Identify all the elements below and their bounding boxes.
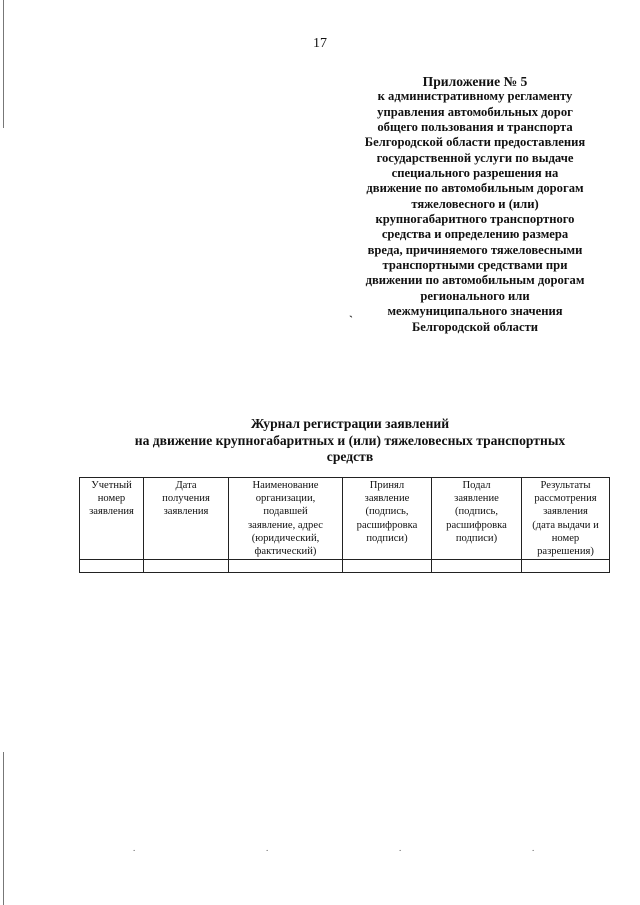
stray-dot: . bbox=[133, 843, 136, 853]
journal-title-line: Журнал регистрации заявлений bbox=[250, 416, 450, 431]
table-cell bbox=[343, 560, 432, 573]
table-cell bbox=[229, 560, 343, 573]
appendix-line: транспортными средствами при bbox=[382, 258, 568, 273]
appendix-line: вреда, причиняемого тяжеловесными bbox=[367, 242, 583, 257]
journal-title bbox=[60, 416, 640, 466]
appendix-line: Приложение № 5 bbox=[422, 74, 528, 89]
column-header-submitted-by: Подал заявление (подпись, расшифровка подписи) bbox=[432, 478, 522, 560]
appendix-line: государственной услуги по выдаче bbox=[376, 150, 574, 165]
stray-dot: . bbox=[399, 843, 402, 853]
appendix-line: межмуниципального значения bbox=[387, 304, 563, 319]
column-header-accepted-by: Принял заявление (подпись, расшифровка подписи) bbox=[343, 478, 432, 560]
appendix-line: общего пользования и транспорта bbox=[377, 120, 573, 135]
appendix-line: движении по автомобильным дорогам bbox=[365, 273, 585, 288]
stray-dot: . bbox=[532, 843, 535, 853]
table-cell bbox=[80, 560, 144, 573]
column-header-receipt-date: Дата получения заявления bbox=[144, 478, 229, 560]
table-cell bbox=[144, 560, 229, 573]
appendix-line: движение по автомобильным дорогам bbox=[366, 181, 584, 196]
appendix-line: Белгородской области предоставления bbox=[364, 135, 586, 150]
stray-tick-mark: ` bbox=[349, 313, 353, 327]
table-cell bbox=[432, 560, 522, 573]
left-edge-mark-bottom bbox=[3, 752, 4, 905]
column-header-organization: Наименование организации, подавшей заявление, адрес (юридический, фактический) bbox=[229, 478, 343, 560]
appendix-line: управления автомобильных дорог bbox=[377, 104, 573, 119]
table-cell bbox=[522, 560, 610, 573]
appendix-line: к административному регламенту bbox=[377, 89, 573, 104]
column-header-account-number: Учетный номер заявления bbox=[80, 478, 144, 560]
left-edge-mark-top bbox=[3, 0, 4, 128]
table-header-row bbox=[80, 478, 610, 560]
page-number: 17 bbox=[313, 36, 327, 51]
table-row bbox=[80, 560, 610, 573]
journal-title-line: средств bbox=[326, 449, 374, 464]
appendix-header bbox=[340, 74, 610, 335]
appendix-line: крупногабаритного транспортного bbox=[375, 212, 575, 227]
appendix-line: средства и определению размера bbox=[381, 227, 569, 242]
appendix-line: тяжеловесного и (или) bbox=[411, 196, 539, 211]
appendix-line: специального разрешения на bbox=[391, 166, 559, 181]
registration-journal-table bbox=[79, 477, 610, 573]
stray-dot: . bbox=[266, 843, 269, 853]
column-header-review-results: Результаты рассмотрения заявления (дата выдачи и номер разрешения) bbox=[522, 478, 610, 560]
appendix-line: регионального или bbox=[420, 288, 530, 303]
journal-title-line: на движение крупногабаритных и (или) тяжеловесных транспортных bbox=[134, 432, 566, 448]
appendix-line: Белгородской области bbox=[411, 319, 539, 334]
